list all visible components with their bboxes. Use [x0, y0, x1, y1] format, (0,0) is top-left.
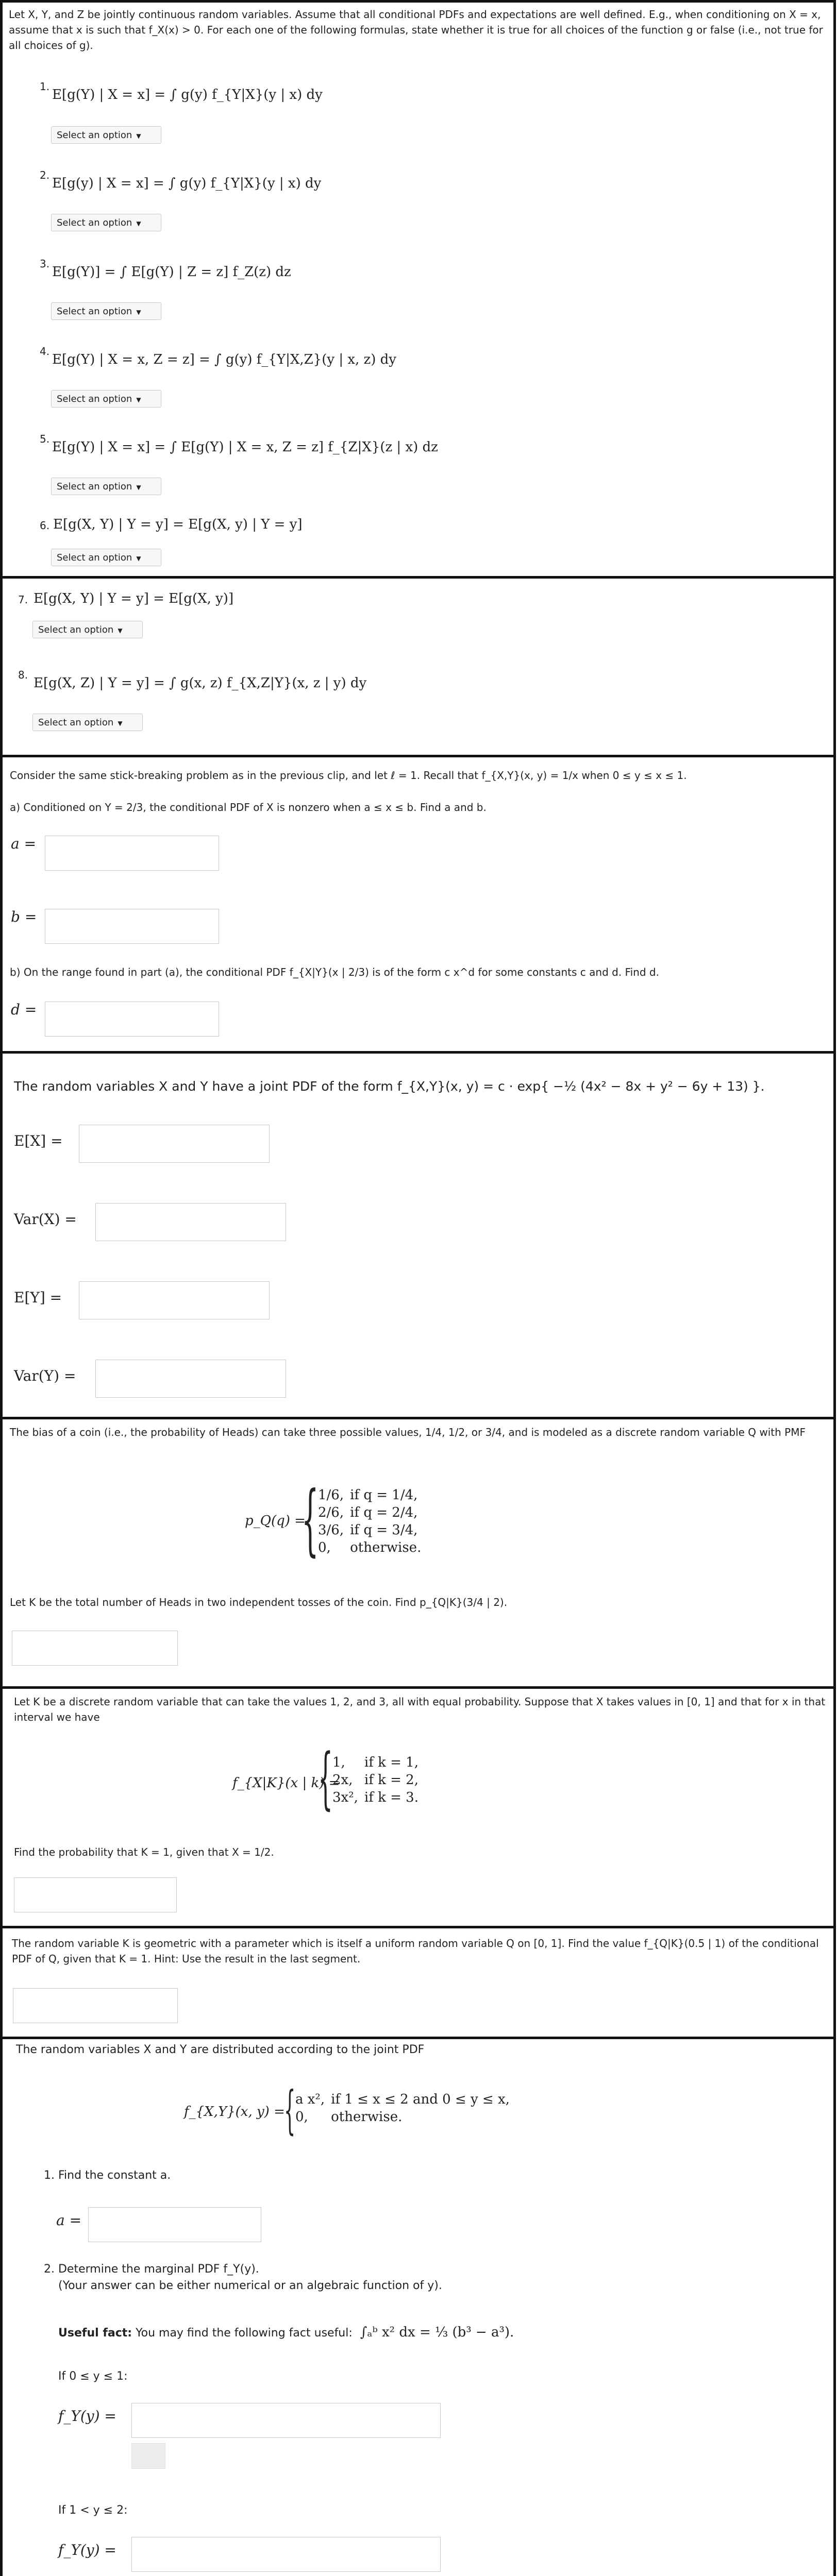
item-7-formula: E[g(X, Y) | Y = y] = E[g(X, y)] [34, 591, 234, 606]
input-d[interactable] [45, 1002, 219, 1037]
item-2-select-label: Select an option [57, 217, 132, 228]
panel-conditional-expectation-true-false [0, 0, 836, 576]
pdf-row [295, 2091, 516, 2108]
pdf-condition: if k = 3. [364, 1790, 418, 1805]
p3-intro: Consider the same stick-breaking problem as in the previous clip, and let ℓ = 1. Recall that f_{X,Y}(x, y) = 1/x when 0 ≤ y ≤ x ≤ 1. [10, 769, 687, 782]
panel-items-7-8 [0, 576, 836, 755]
p8-label-a: a = [56, 2212, 82, 2229]
item-6-select[interactable] [51, 549, 161, 566]
chevron-down-icon: ▼ [118, 720, 123, 727]
pdf-value: 0, [295, 2109, 308, 2125]
chevron-down-icon: ▼ [136, 484, 141, 491]
input-fy-case-2[interactable] [131, 2537, 441, 2572]
p4-intro: The random variables X and Y have a joint PDF of the form f_{X,Y}(x, y) = c · exp{ −½ (4x² − 8x + y² − 6y + 13) }. [14, 1079, 765, 1094]
pdf-row [332, 1789, 425, 1806]
p5-pmf-brace: { [302, 1475, 319, 1565]
chevron-down-icon: ▼ [136, 220, 141, 227]
item-4-formula: E[g(Y) | X = x, Z = z] = ∫ g(y) f_{Y|X,Z}(y | x, z) dy [52, 352, 396, 367]
input-fqk[interactable] [13, 1988, 178, 2023]
input-a[interactable] [45, 836, 219, 871]
item-2-select[interactable] [51, 214, 161, 231]
pmf-row [318, 1521, 427, 1539]
p6-pdf-lhs: f_{X|K}(x | k) = [232, 1775, 340, 1791]
preview-button-1[interactable] [131, 2443, 165, 2469]
input-b[interactable] [45, 909, 219, 944]
item-4-select-label: Select an option [57, 394, 132, 404]
item-3-select-label: Select an option [57, 306, 132, 317]
item-8-formula: E[g(X, Z) | Y = y] = ∫ g(x, z) f_{X,Z|Y}(x, z | y) dy [34, 675, 367, 691]
item-1-number: 1. [40, 80, 50, 93]
item-1-select[interactable] [51, 126, 161, 144]
p6-pdf-brace: { [318, 1739, 333, 1817]
pdf-value: 1, [332, 1755, 345, 1770]
p8-intro: The random variables X and Y are distributed according to the joint PDF [16, 2043, 425, 2056]
item-5-number: 5. [40, 433, 50, 445]
p8-case-1: If 0 ≤ y ≤ 1: [58, 2370, 128, 2383]
chevron-down-icon: ▼ [136, 396, 141, 403]
p6-pdf-cases [332, 1754, 425, 1806]
pdf-value: 2x, [332, 1772, 353, 1788]
pdf-row [332, 1754, 425, 1771]
pmf-value: 2/6, [318, 1505, 344, 1520]
item-1-formula: E[g(Y) | X = x] = ∫ g(y) f_{Y|X}(y | x) dy [52, 87, 323, 103]
item-8-select-label: Select an option [38, 717, 114, 728]
p8-fy-label-2: f_Y(y) = [58, 2541, 116, 2558]
item-5-select-label: Select an option [57, 481, 132, 492]
item-5-formula: E[g(Y) | X = x] = ∫ E[g(Y) | X = x, Z = z] f_{Z|X}(z | x) dz [52, 439, 438, 455]
item-5-select[interactable] [51, 478, 161, 495]
p8-useful-fact [58, 2325, 514, 2341]
p5-question: Let K be the total number of Heads in two independent tosses of the coin. Find p_{Q|K}(3/4 | 2). [10, 1596, 508, 1608]
label-b: b = [11, 908, 37, 925]
item-2-number: 2. [40, 169, 50, 181]
item-6-number: 6. [40, 519, 50, 532]
pdf-value: a x², [295, 2092, 325, 2107]
input-prob-k1[interactable] [14, 1877, 177, 1912]
pmf-value: 1/6, [318, 1487, 344, 1503]
chevron-down-icon: ▼ [136, 555, 141, 562]
pmf-row [318, 1486, 427, 1504]
item-2-formula: E[g(y) | X = x] = ∫ g(y) f_{Y|X}(y | x) dy [52, 176, 322, 191]
p6-question: Find the probability that K = 1, given that X = 1/2. [14, 1846, 274, 1858]
p3-part-b: b) On the range found in part (a), the conditional PDF f_{X|Y}(x | 2/3) is of the form c x^d for some constants c and d. Find d. [10, 966, 659, 978]
pmf-value: 3/6, [318, 1522, 344, 1538]
item-7-select-label: Select an option [38, 624, 114, 635]
pmf-condition: otherwise. [350, 1540, 422, 1555]
panel-geometric-uniform [0, 1926, 836, 2037]
pmf-row [318, 1504, 427, 1521]
pdf-value: 3x², [332, 1790, 358, 1805]
pdf-condition: otherwise. [331, 2109, 403, 2125]
item-3-number: 3. [40, 258, 50, 270]
p8-fy-label-1: f_Y(y) = [58, 2408, 116, 2425]
p8-pdf-lhs: f_{X,Y}(x, y) = [184, 2104, 285, 2120]
p6-intro: Let K be a discrete random variable that can take the values 1, 2, and 3, all with equal probability. Suppose that X takes values in [0, 1] and that for x in that interval we have [14, 1696, 826, 1723]
input-expect-y[interactable] [79, 1281, 270, 1319]
p1-intro: Let X, Y, and Z be jointly continuous random variables. Assume that all conditional PDFs and expectations are well defined. E.g., when conditioning on X = x, assume that x is such that f_X(x) > 0. For each one of the following formulas, state whether it is true for all choices of the function g or false (i.e., not true for all choices of g). [9, 8, 823, 52]
label-var-x: Var(X) = [14, 1211, 77, 1228]
pdf-row [295, 2108, 516, 2126]
p8-useful-label: Useful fact: [58, 2327, 132, 2340]
item-3-formula: E[g(Y)] = ∫ E[g(Y) | Z = z] f_Z(z) dz [52, 264, 291, 280]
input-expect-x[interactable] [79, 1125, 270, 1163]
p8-pdf-brace: { [284, 2080, 296, 2140]
item-8-select[interactable] [32, 714, 143, 731]
input-var-y[interactable] [95, 1360, 286, 1398]
pmf-value: 0, [318, 1540, 331, 1555]
p3-part-a: a) Conditioned on Y = 2/3, the conditional PDF of X is nonzero when a ≤ x ≤ b. Find a and b. [10, 801, 487, 814]
label-var-y: Var(Y) = [14, 1367, 76, 1384]
input-fy-case-1[interactable] [131, 2403, 441, 2438]
p5-pmf-cases [318, 1486, 427, 1556]
panel-joint-gaussian [0, 1051, 836, 1417]
pmf-condition: if q = 2/4, [350, 1505, 418, 1520]
item-8-number: 8. [18, 669, 28, 681]
pmf-condition: if q = 1/4, [350, 1487, 418, 1503]
p5-pmf-lhs: p_Q(q) = [245, 1513, 306, 1529]
item-3-select[interactable] [51, 302, 161, 320]
p8-question-1: 1. Find the constant a. [44, 2169, 171, 2182]
label-d: d = [11, 1001, 37, 1018]
item-7-select[interactable] [32, 621, 143, 638]
input-pqk[interactable] [12, 1631, 178, 1666]
item-6-select-label: Select an option [57, 552, 132, 563]
p8-useful-formula: ∫ₐᵇ x² dx = ⅓ (b³ − a³). [360, 2325, 514, 2340]
input-var-x[interactable] [95, 1203, 286, 1241]
label-expect-y: E[Y] = [14, 1289, 62, 1306]
pmf-row [318, 1539, 427, 1556]
chevron-down-icon: ▼ [118, 627, 123, 634]
panel-coin-bias [0, 1417, 836, 1686]
chevron-down-icon: ▼ [136, 309, 141, 316]
p5-intro: The bias of a coin (i.e., the probability of Heads) can take three possible values, 1/4, 1/2, or 3/4, and is modeled as a discrete random variable Q with PMF [10, 1426, 806, 1438]
panel-joint-pdf-marginal [0, 2037, 836, 2576]
p7-intro: The random variable K is geometric with a parameter which is itself a uniform random variable Q on [0, 1]. Find the value f_{Q|K}(0.5 | 1) of the conditional PDF of Q, given that K = 1. Hint: Use the result in the last segment. [12, 1937, 819, 1965]
item-4-number: 4. [40, 345, 50, 358]
panel-discrete-k [0, 1686, 836, 1926]
p8-pdf-cases [295, 2091, 516, 2126]
p8-case-2: If 1 < y ≤ 2: [58, 2504, 128, 2517]
p8-question-2: 2. Determine the marginal PDF f_Y(y). [44, 2263, 259, 2276]
item-6-formula: E[g(X, Y) | Y = y] = E[g(X, y) | Y = y] [53, 517, 303, 532]
input-constant-a[interactable] [88, 2207, 261, 2242]
pdf-row [332, 1771, 425, 1789]
p8-useful-text: You may find the following fact useful: [136, 2327, 353, 2340]
pdf-condition: if k = 1, [364, 1755, 418, 1770]
pmf-condition: if q = 3/4, [350, 1522, 418, 1538]
label-a: a = [11, 835, 37, 852]
pdf-condition: if k = 2, [364, 1772, 418, 1788]
pdf-condition: if 1 ≤ x ≤ 2 and 0 ≤ y ≤ x, [331, 2092, 510, 2107]
item-1-select-label: Select an option [57, 130, 132, 141]
item-4-select[interactable] [51, 390, 161, 408]
label-expect-x: E[X] = [14, 1132, 63, 1149]
item-7-number: 7. [18, 594, 28, 606]
p8-question-2-note: (Your answer can be either numerical or an algebraic function of y). [58, 2279, 442, 2292]
chevron-down-icon: ▼ [136, 132, 141, 140]
panel-stick-breaking [0, 755, 836, 1051]
